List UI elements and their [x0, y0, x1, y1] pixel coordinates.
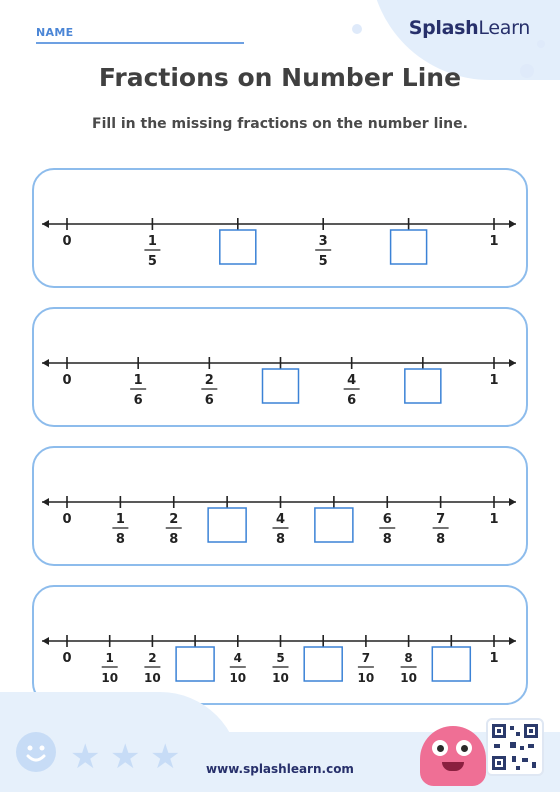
brand-logo: [409, 17, 530, 39]
fraction-denominator: 6: [204, 393, 214, 408]
fraction-numerator: 4: [275, 512, 286, 527]
fraction-denominator: 8: [169, 532, 179, 547]
fraction-denominator: 10: [229, 671, 247, 685]
tick-label-one: 1: [489, 651, 499, 666]
arrow-right-icon: [509, 498, 516, 506]
name-label: NAME: [36, 26, 74, 39]
answer-box: [263, 369, 299, 403]
fraction-numerator: 1: [115, 512, 125, 527]
answer-box: [432, 647, 470, 681]
fraction-denominator: 10: [144, 671, 161, 685]
arrow-left-icon: [42, 498, 49, 506]
name-input-line[interactable]: [36, 42, 244, 44]
fraction-denominator: 6: [347, 393, 357, 408]
fraction-numerator: 7: [436, 512, 446, 527]
arrow-left-icon: [42, 637, 49, 645]
mascot-eye: [456, 740, 472, 756]
number-line-panel: [32, 168, 528, 288]
fraction-denominator: 6: [133, 393, 143, 408]
fraction-denominator: 10: [272, 671, 289, 685]
fraction-denominator: 5: [318, 254, 328, 269]
fraction-numerator: 1: [133, 373, 143, 388]
decor-bubble: [537, 40, 545, 48]
fraction-denominator: 10: [400, 671, 417, 685]
answer-box: [315, 508, 353, 542]
fraction-numerator: 2: [169, 512, 179, 527]
tick-label-zero: 0: [62, 651, 72, 666]
fraction-denominator: 8: [382, 532, 392, 547]
decor-bubble: [352, 24, 362, 34]
fraction-denominator: 8: [436, 532, 446, 547]
number-line-svg: [34, 587, 526, 703]
mascot-mouth: [442, 762, 464, 771]
fraction-denominator: 10: [357, 671, 375, 685]
answer-box: [405, 369, 441, 403]
answer-box: [304, 647, 342, 681]
qr-code[interactable]: [486, 718, 544, 776]
star-icon: ★: [150, 737, 181, 777]
tick-label-zero: 0: [62, 234, 72, 249]
fraction-numerator: 5: [276, 651, 285, 665]
answer-box: [220, 230, 256, 264]
monster-mascot: [420, 726, 486, 786]
star-icon: ★: [70, 737, 101, 777]
fraction-numerator: 2: [204, 373, 214, 388]
number-line-panel: [32, 585, 528, 705]
arrow-right-icon: [509, 637, 516, 645]
worksheet-title: Fractions on Number Line: [98, 63, 462, 92]
mascot-eye: [432, 740, 448, 756]
number-line-svg: [34, 309, 526, 425]
answer-box: [208, 508, 246, 542]
fraction-denominator: 8: [275, 532, 286, 547]
tick-label-one: 1: [489, 512, 499, 527]
fraction-numerator: 1: [147, 234, 157, 249]
number-line-panel: [32, 307, 528, 427]
fraction-numerator: 3: [318, 234, 328, 249]
star-icon: ★: [110, 737, 141, 777]
fraction-numerator: 7: [361, 651, 371, 665]
fraction-numerator: 1: [105, 651, 114, 665]
fraction-numerator: 6: [382, 512, 392, 527]
number-line-svg: [34, 448, 526, 564]
fraction-denominator: 8: [115, 532, 125, 547]
tick-label-zero: 0: [62, 512, 72, 527]
arrow-right-icon: [509, 359, 516, 367]
tick-label-zero: 0: [62, 373, 72, 388]
fraction-numerator: 8: [404, 651, 413, 665]
brand-text-bold: Splash: [408, 17, 479, 39]
instructions: Fill in the missing fractions on the number line.: [92, 116, 468, 132]
number-line-svg: [34, 170, 526, 286]
tick-label-one: 1: [489, 373, 499, 388]
number-line-panel: [32, 446, 528, 566]
answer-box: [176, 647, 214, 681]
arrow-left-icon: [42, 359, 49, 367]
fraction-numerator: 4: [347, 373, 357, 388]
answer-box: [391, 230, 427, 264]
arrow-left-icon: [42, 220, 49, 228]
fraction-numerator: 2: [148, 651, 157, 665]
tick-label-one: 1: [489, 234, 499, 249]
fraction-numerator: 4: [233, 651, 242, 665]
fraction-denominator: 10: [101, 671, 119, 685]
fraction-denominator: 5: [147, 254, 157, 269]
brand-text-regular: Learn: [478, 17, 530, 39]
arrow-right-icon: [509, 220, 516, 228]
website-link[interactable]: www.splashlearn.com: [206, 762, 354, 776]
